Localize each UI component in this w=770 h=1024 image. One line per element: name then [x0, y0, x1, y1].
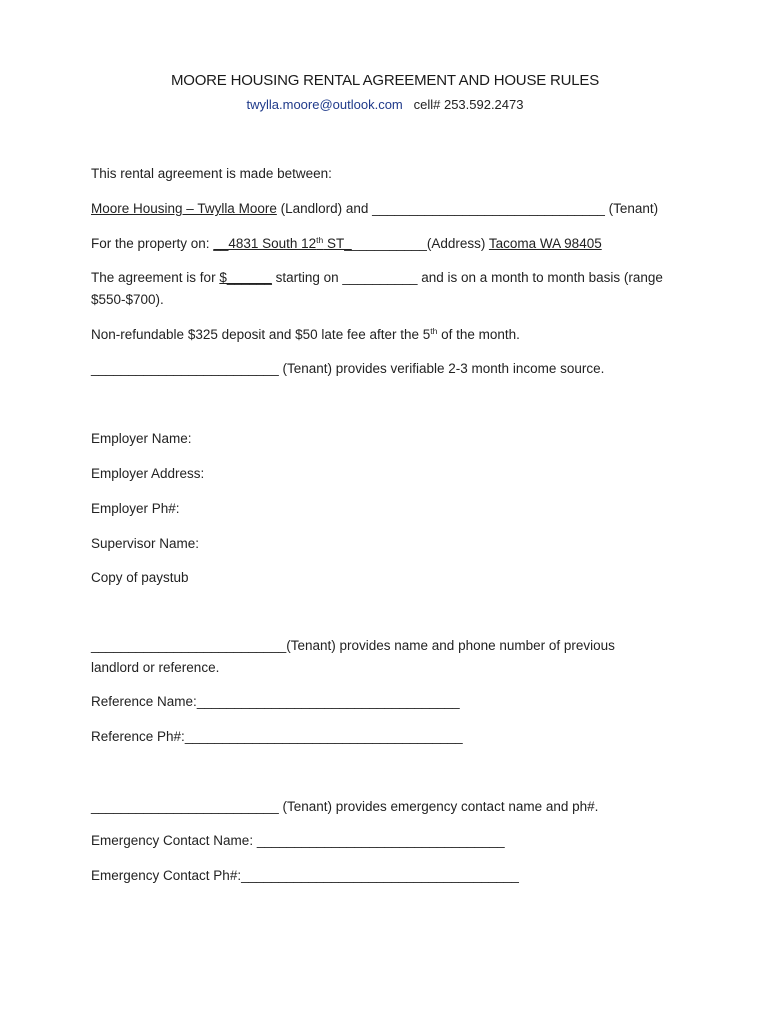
deposit-sup: th: [430, 326, 438, 336]
emergency-line: [91, 799, 598, 814]
emergency-name-line: [91, 833, 505, 848]
property-street: __4831 South 12: [213, 236, 317, 251]
email-link[interactable]: twylla.moore@outlook.com: [246, 97, 403, 112]
deposit-suffix: of the month.: [437, 327, 520, 342]
income-text: (Tenant) provides verifiable 2-3 month income source.: [278, 361, 605, 376]
reference-tenant-blank[interactable]: __________________________: [91, 638, 287, 653]
emergency-phone-line: [91, 868, 519, 883]
property-city: Tacoma WA 98405: [488, 236, 602, 251]
reference-name-line: [91, 694, 460, 709]
amount-starting: starting on: [271, 270, 343, 285]
property-label: (Address): [426, 236, 489, 251]
reference-phone-label: Reference Ph#:: [91, 729, 185, 744]
property-blank[interactable]: __________: [351, 236, 427, 251]
reference-phone-line: [91, 729, 463, 744]
amount-range: $550-$700).: [91, 292, 164, 307]
emergency-phone-label: Emergency Contact Ph#:: [91, 868, 242, 883]
amount-prefix: The agreement is for: [91, 270, 220, 285]
amount-line: [91, 270, 663, 285]
property-line: [91, 236, 602, 251]
income-blank[interactable]: _________________________: [91, 361, 279, 376]
income-line: [91, 361, 604, 376]
tenant-label: (Tenant): [604, 201, 659, 216]
amount-value[interactable]: $______: [219, 270, 272, 285]
emergency-name-label: Emergency Contact Name:: [91, 833, 257, 848]
property-sup: th: [316, 235, 324, 245]
employer-phone-label: Employer Ph#:: [91, 501, 180, 516]
emergency-tenant-blank[interactable]: _________________________: [91, 799, 279, 814]
emergency-phone-blank[interactable]: _____________________________________: [241, 868, 519, 883]
landlord-name: Moore Housing – Twylla Moore: [91, 201, 277, 216]
tenant-name-blank[interactable]: _______________________________: [372, 201, 605, 216]
property-street-suffix: ST_: [323, 236, 352, 251]
reference-name-label: Reference Name:: [91, 694, 197, 709]
supervisor-name-label: Supervisor Name:: [91, 536, 200, 551]
parties-line: [91, 201, 658, 216]
deposit-line: [91, 327, 520, 342]
employer-name-label: Employer Name:: [91, 431, 192, 446]
reference-phone-blank[interactable]: _____________________________________: [184, 729, 463, 744]
paystub-label: Copy of paystub: [91, 570, 189, 585]
document-title: MOORE HOUSING RENTAL AGREEMENT AND HOUSE RULES: [170, 72, 600, 89]
reference-text: (Tenant) provides name and phone number of previous: [286, 638, 615, 653]
reference-line: [91, 638, 615, 653]
intro-text: This rental agreement is made between:: [91, 166, 332, 181]
emergency-name-blank[interactable]: _________________________________: [256, 833, 505, 848]
landlord-suffix: (Landlord) and: [276, 201, 373, 216]
employer-address-label: Employer Address:: [91, 466, 205, 481]
reference-name-blank[interactable]: ___________________________________: [196, 694, 460, 709]
cell-number: cell# 253.592.2473: [413, 97, 524, 112]
property-address: [213, 236, 351, 251]
start-date-blank[interactable]: __________: [342, 270, 418, 285]
amount-suffix: and is on a month to month basis (range: [417, 270, 663, 285]
emergency-text: (Tenant) provides emergency contact name and ph#.: [278, 799, 599, 814]
reference-text-continued: landlord or reference.: [91, 660, 220, 675]
deposit-text: Non-refundable $325 deposit and $50 late fee after the 5: [91, 327, 431, 342]
property-prefix: For the property on:: [91, 236, 214, 251]
contact-line: [0, 97, 770, 112]
